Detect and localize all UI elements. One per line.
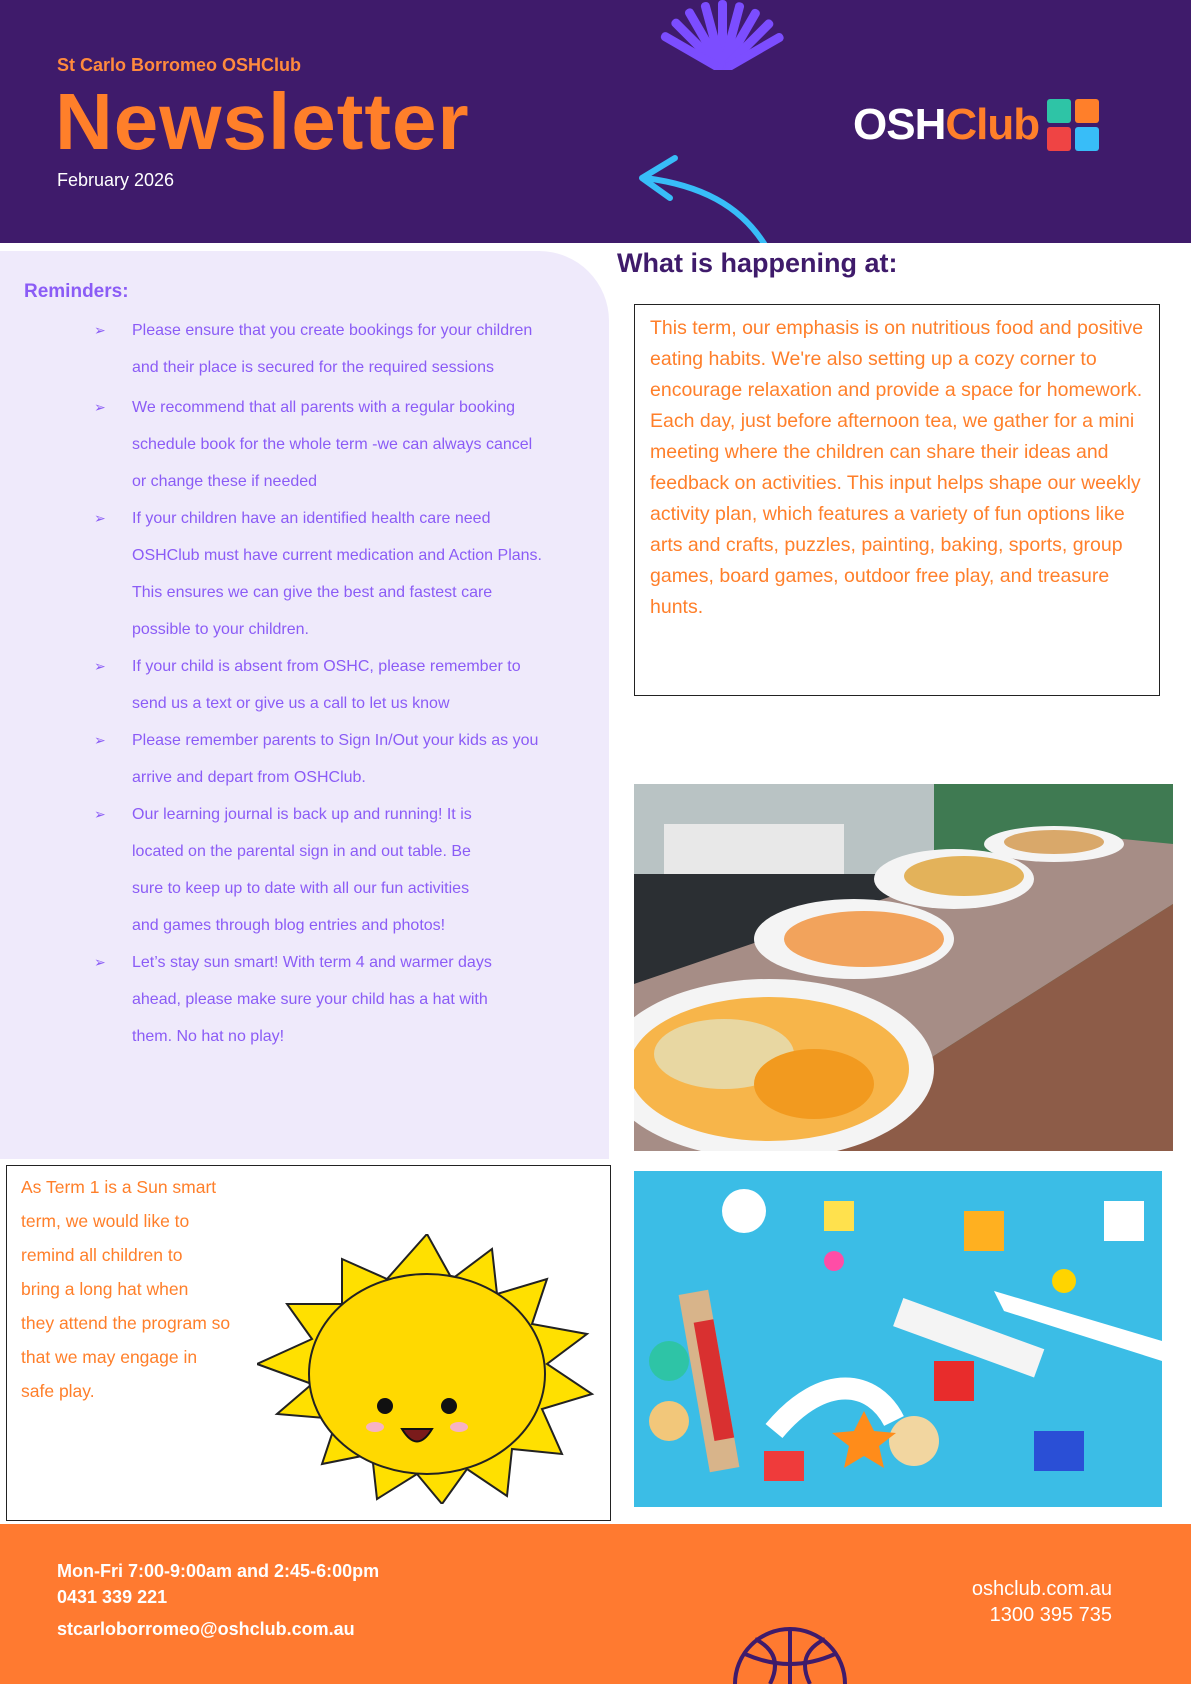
logo-tiles-icon (1047, 99, 1099, 151)
reminder-line: Our learning journal is back up and running! It is (132, 806, 472, 823)
toys-photo (634, 1171, 1162, 1507)
header-banner (0, 0, 1191, 243)
arrow-bullet-icon: ➢ (94, 399, 106, 415)
starburst-decoration (650, 0, 800, 70)
reminder-line: arrive and depart from OSHClub. (132, 769, 366, 786)
food-platter-photo (634, 784, 1173, 1151)
arrow-bullet-icon: ➢ (94, 954, 106, 970)
website-link[interactable]: oshclub.com.au (971, 1578, 1112, 1600)
list-item (94, 500, 594, 648)
issue-date: February 2026 (57, 170, 175, 190)
phone-number: 0431 339 221 (57, 1587, 168, 1607)
reminder-line: send us a text or give us a call to let us know (132, 695, 450, 712)
reminder-line: If your children have an identified health care need (132, 510, 491, 527)
reminder-line: sure to keep up to date with all our fun activities (132, 880, 470, 897)
oshclub-logo (853, 95, 1099, 155)
page-title: Newsletter (55, 77, 470, 166)
reminder-line: Please remember parents to Sign In/Out your kids as you (132, 732, 539, 749)
list-item (94, 648, 594, 722)
reminder-line: ahead, please make sure your child has a hat with (132, 991, 488, 1008)
arrow-bullet-icon: ➢ (94, 510, 106, 526)
reminder-line: possible to your children. (132, 621, 309, 638)
arrow-bullet-icon: ➢ (94, 322, 106, 338)
email-link[interactable]: stcarloborromeo@oshclub.com.au (57, 1619, 355, 1639)
happening-heading: What is happening at: (617, 248, 898, 278)
reminder-line: schedule book for the whole term -we can always cancel (132, 436, 533, 453)
arrow-bullet-icon: ➢ (94, 806, 106, 822)
reminder-line: located on the parental sign in and out table. Be (132, 843, 471, 860)
sunsmart-line: safe play. (21, 1381, 95, 1401)
reminder-line: them. No hat no play! (132, 1028, 285, 1045)
reminder-line: and their place is secured for the required sessions (132, 359, 494, 376)
smiling-sun-illustration (257, 1234, 597, 1504)
reminder-line: We recommend that all parents with a regular booking (132, 399, 516, 416)
list-item (94, 312, 594, 386)
sunsmart-line: that we may engage in (21, 1347, 198, 1367)
reminder-line: OSHClub must have current medication and Action Plans. (132, 547, 542, 564)
sunsmart-line: remind all children to (21, 1245, 183, 1265)
reminder-line: and games through blog entries and photos! (132, 917, 446, 934)
school-name: St Carlo Borromeo OSHClub (57, 55, 302, 75)
logo-text-osh: OSH (853, 100, 946, 149)
logo-text-club: Club (945, 100, 1040, 149)
sunsmart-line: As Term 1 is a Sun smart (21, 1177, 217, 1197)
arrow-bullet-icon: ➢ (94, 732, 106, 748)
reminder-line: If your child is absent from OSHC, please remember to (132, 658, 521, 675)
sunsmart-line: bring a long hat when (21, 1279, 189, 1299)
sunsmart-text (21, 1170, 249, 1408)
list-item (94, 722, 594, 796)
opening-hours: Mon-Fri 7:00-9:00am and 2:45-6:00pm (57, 1561, 380, 1581)
sunsmart-line: term, we would like to (21, 1211, 190, 1231)
reminders-heading: Reminders: (24, 281, 129, 302)
basketball-icon (730, 1624, 850, 1684)
list-item (94, 796, 594, 944)
sunsmart-box (6, 1165, 611, 1521)
reminder-line: Let’s stay sun smart! With term 4 and warmer days (132, 954, 492, 971)
oshclub-phone: 1300 395 735 (989, 1604, 1112, 1626)
sunsmart-line: they attend the program so (21, 1313, 231, 1333)
happening-box (634, 304, 1160, 696)
curved-arrow-decoration (630, 150, 770, 243)
list-item (94, 389, 594, 500)
list-item (94, 944, 594, 1055)
reminder-line: This ensures we can give the best and fastest care (132, 584, 493, 601)
happening-text: This term, our emphasis is on nutritious food and positive eating habits. We're also setting up a cozy corner to encourage relaxation and provide a space for homework. Each day, just before afternoon tea, we gather for a mini meeting where the children can share their ideas and feedback on activities. This input helps shape our weekly activity plan, which features a variety of fun options like arts and crafts, puzzles, painting, baking, sports, group games, board games, outdoor free play, and treasure hunts. (650, 317, 1144, 618)
footer (0, 1524, 1191, 1684)
arrow-bullet-icon: ➢ (94, 658, 106, 674)
reminder-line: Please ensure that you create bookings for your children (132, 322, 533, 339)
reminders-list (94, 312, 594, 1055)
reminder-line: or change these if needed (132, 473, 318, 490)
